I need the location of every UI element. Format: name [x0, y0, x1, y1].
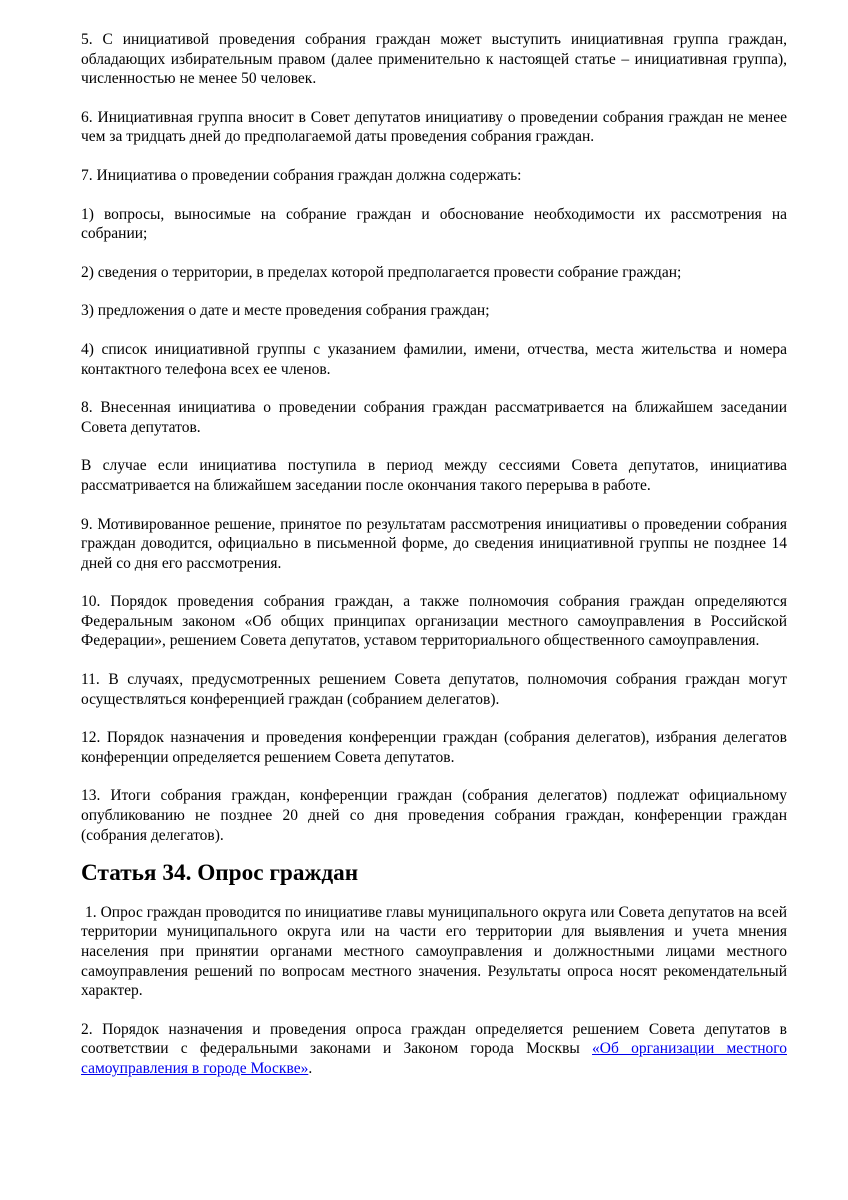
- paragraph-11: 11. В случаях, предусмотренных решением Совета депутатов, полномочия собрания граждан могут осуществляться конференцией граждан (собранием делегатов).: [81, 671, 787, 708]
- paragraph-12: 12. Порядок назначения и проведения конференции граждан (собрания делегатов), избрания делегатов конференции определяется решением Совета депутатов.: [81, 729, 787, 766]
- paragraph-7-item-4: 4) список инициативной группы с указанием фамилии, имени, отчества, места жительства и номера контактного телефона всех ее членов.: [81, 340, 787, 378]
- paragraph-7-item-3: 3) предложения о дате и месте проведения собрания граждан;: [81, 302, 490, 320]
- article-34-paragraph-2: [81, 1020, 787, 1079]
- paragraph-7-item-1: 1) вопросы, выносимые на собрание граждан и обоснование необходимости их рассмотрения на собрании;: [81, 205, 787, 243]
- document-page: [81, 30, 787, 1098]
- paragraph-7: 7. Инициатива о проведении собрания граждан должна содержать:: [81, 166, 522, 184]
- paragraph-13: 13. Итоги собрания граждан, конференции граждан (собрания делегатов) подлежат официальному опубликованию не позднее 20 дней со дня проведения собрания граждан, конференции граждан (собрания делегатов).: [81, 787, 787, 844]
- paragraph-7-item-2: 2) сведения о территории, в пределах которой предполагается провести собрание граждан;: [81, 263, 682, 281]
- article-34-paragraph-2-text: 2. Порядок назначения и проведения опроса граждан определяется решением Совета депутатов в соответствии с федеральными законами и Законом города Москвы: [81, 1020, 787, 1058]
- paragraph-8-note: В случае если инициатива поступила в период между сессиями Совета депутатов, инициатива рассматривается на ближайшем заседании после окончания такого перерыва в работе.: [81, 457, 787, 494]
- paragraph-5: 5. С инициативой проведения собрания граждан может выступить инициативная группа граждан, обладающих избирательным правом (далее применительно к настоящей статье – инициативная группа), численностью не менее 50 человек.: [81, 31, 787, 88]
- article-34-paragraph-1: 1. Опрос граждан проводится по инициативе главы муниципального округа или Совета депутатов на всей территории муниципального округа или на части его территории для выявления и учета мнения населения при принятии органами местного самоуправления и должностными лицами местного самоуправления решений по вопросам местного значения. Результаты опроса носят рекомендательный характер.: [81, 903, 787, 1000]
- moscow-law-link[interactable]: «Об организации местного самоуправления в городе Москве»: [81, 1040, 787, 1077]
- article-34-paragraph-2-end: .: [308, 1059, 313, 1077]
- paragraph-10: 10. Порядок проведения собрания граждан, а также полномочия собрания граждан определяются Федеральным законом «Об общих принципах организации местного самоуправления в Российской Федерации», решением Совета депутатов, уставом территориального общественного самоуправления.: [81, 593, 787, 650]
- paragraph-6: 6. Инициативная группа вносит в Совет депутатов инициативу о проведении собрания граждан не менее чем за тридцать дней до предполагаемой даты проведения собрания граждан.: [81, 108, 787, 146]
- paragraph-9: 9. Мотивированное решение, принятое по результатам рассмотрения инициативы о проведении собрания граждан доводится, официально в письменной форме, до сведения инициативной группы не позднее 14 дней со дня его рассмотрения.: [81, 515, 787, 572]
- paragraph-8: 8. Внесенная инициатива о проведении собрания граждан рассматривается на ближайшем заседании Совета депутатов.: [81, 399, 787, 436]
- article-34-heading: Статья 34. Опрос граждан: [81, 860, 359, 887]
